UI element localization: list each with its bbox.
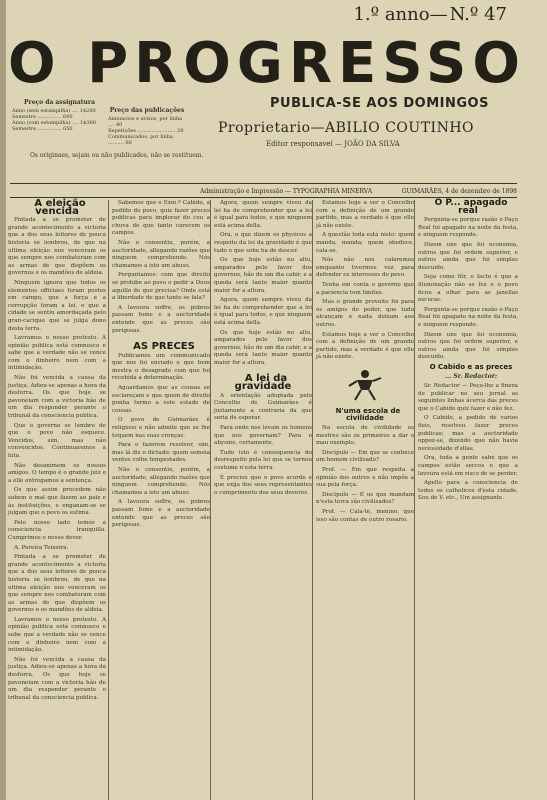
- subscription-line: Semestre ............... 600: [12, 114, 73, 120]
- paragraph: Os que hoje estão no alto, amparados pelo favor dos governos, hão de um dia cahir, e a queda será tanto maior quanto maior for a altura.: [214, 329, 312, 366]
- paragraph: Pergunta-se porque razão o Paço Real foi apagado na noite da festa, e ninguem responde.: [418, 306, 518, 328]
- subscription-line: Semestre ............... 650: [12, 126, 73, 132]
- payment-note: Os originaes, sejam ou não publicados, não se restituem.: [30, 152, 204, 159]
- paragraph: O povo de Guimarães é religioso e não admite que se lhe toquem nas suas crenças.: [112, 417, 210, 439]
- subscription-title: Preço da assignatura: [24, 99, 95, 106]
- paragraph: Para onde nos levam os homens que nos governam? Para o abysmo, certamente.: [214, 425, 312, 447]
- paragraph: Pelo nosso lado temos a consciencia tranquilla. Cumprimos o nosso dever.: [8, 519, 106, 541]
- column-2: [112, 200, 210, 532]
- paragraph: Discipulo — E os que mandam n'esta terra são civilisados?: [316, 491, 414, 506]
- price-line: Communicados, por linha .......... 60: [108, 134, 173, 146]
- number-label: N.º 47: [449, 4, 507, 25]
- figure-illustration: [345, 368, 385, 402]
- rule-top: [10, 183, 517, 184]
- paragraph: A orientação adoptada pelo Concelho de Guimarães é justamente a contraria da que seria de esperar.: [214, 392, 312, 422]
- year-label: 1.º anno: [353, 4, 430, 25]
- issue-number: 1.º anno— N.º 47: [353, 4, 507, 25]
- paragraph: Publicamos um communicado que nos foi enviado e que bem mostra o desagrado com que foi recebida a determinação.: [112, 352, 210, 382]
- publication-prices-title: Preço das publicações: [109, 107, 185, 114]
- paragraph: Não o consentiu, porém, a auctoridade, allegando razões que ninguem comprehende. Nós chamamos a isto um abuso.: [112, 467, 210, 496]
- binding-edge: [0, 0, 6, 800]
- publication-frequency: PUBLICA-SE AOS DOMINGOS: [270, 96, 489, 111]
- proprietor: Proprietario—ABILIO COUTINHO: [218, 120, 475, 136]
- paragraph: Pergunta-se porque razão o Paço Real foi apagado na noite da festa, e ninguem responde.: [418, 217, 518, 239]
- paragraph: Não desanimem os nossos amigos. O tempo é o grande juiz e a elle entregamos a sentença.: [8, 462, 106, 484]
- paragraph: Agora, quem sempre viveu da lei ha de comprehender que a lei é igual para todos, e que ninguem está acima della.: [214, 200, 312, 229]
- paragraph: Dizem uns que foi economia, outros que foi ordem superior, e outros ainda que foi simples descuido.: [418, 331, 518, 361]
- paragraph: Mas o grande proveito foi para os amigos do poder, que tudo alcançam e nada deixam aos outros.: [316, 299, 414, 328]
- paragraph: Agora, quem sempre viveu da lei ha de comprehender que a lei é igual para todos, e que ninguem está acima della.: [214, 297, 312, 326]
- paragraph: Estamos hoje a ver o Concelho com a definição de um grande partido, mas a verdade é que elle já não existe.: [316, 200, 414, 229]
- paragraph: Pintada a se prometer de grande acontecimento a victoria que a dos seus leitores de pouca historia se lembrou, de que na ultima eleição nos venceram os que sempre nos combateram com as armas de que dispõem os governos e os mandões de aldeia.: [8, 554, 106, 614]
- column-5: [418, 200, 518, 505]
- paragraph: Lavramos o nosso protesto. A opinião publica está comnosco e sabe que a verdade não se vence com o dinheiro nem com a intimidação.: [8, 335, 106, 372]
- headline-apagado: O P... apagado real: [434, 198, 508, 216]
- paragraph: Na escola de civilidade os mestres são os primeiros a dar o mau exemplo.: [316, 425, 414, 447]
- column-rule: [108, 200, 109, 800]
- paragraph: Ora, toda a gente sabe que os campos estão seccos e que a lavoura está em risco de se perder.: [418, 455, 518, 477]
- paragraph: Seja como fôr, o facto é que a illuminação não se fez e o povo ficou a olhar para as janellas escuras.: [418, 274, 518, 304]
- paragraph: Que o governo se lembre de que o povo não esquece. Vencidos, sim, mas não convencidos. Continuaremos a luta.: [8, 422, 106, 459]
- paragraph: A lavoura soffre, os pobres passam fome e a auctoridade entende que as preces são perigosas.: [112, 499, 210, 529]
- subscription-line: Anno (sem estampilha) .... 1$200: [12, 108, 96, 114]
- price-line: Repetições ........................ 20: [108, 128, 184, 134]
- paragraph: Dizem uns que foi economia, outros que foi ordem superior, e outros ainda que foi simples descuido.: [418, 241, 518, 271]
- paragraph: Os que hoje estão no alto, amparados pelo favor dos governos, hão de um dia cahir, e a queda será tanto maior quanto maior for a altura.: [214, 257, 312, 294]
- paragraph: A questão toda está nisto: quem manda, manda; quem obedece, cala-se.: [316, 232, 414, 254]
- paragraph: Lavramos o nosso protesto. A opinião publica está comnosco e sabe que a verdade não se vence com o dinheiro nem com a intimidação.: [8, 616, 106, 654]
- paragraph: Perguntamos: com que direito se prohibe ao povo o pedir a Deus aquillo de que precisa? Onde está a liberdade de que tanto se fala?: [112, 272, 210, 302]
- column-rule: [312, 200, 313, 800]
- info-line: [10, 186, 517, 196]
- paragraph: Sr. Redactor — Peço-lhe a fineza de publicar no seu jornal as seguintes linhas ácerca das preces que o Cabido quiz fazer e não fez.: [418, 383, 518, 412]
- signature: A. Pereira Teixeira.: [14, 544, 69, 551]
- column-4: [316, 200, 414, 526]
- paragraph: Os que assim procedem não sabem o mal que fazem ao paiz e ás instituições, e enganam-se se julgam que o povo os estima.: [8, 487, 106, 517]
- column-rule: [414, 200, 415, 800]
- column-1: [8, 200, 106, 704]
- headline-eleicao: A eleição vencida: [34, 198, 86, 217]
- subscription-box: [12, 100, 107, 132]
- man-figure-icon: [345, 368, 385, 402]
- column-rule: [210, 200, 211, 800]
- paragraph: Estamos hoje a ver o Concelho com a definição de um grande partido, mas a verdade é que elle já não existe.: [316, 331, 414, 361]
- editor: Editor responsavel — JOÃO DA SILVA: [266, 140, 400, 148]
- paragraph: É preciso que o povo acorde e que exija dos seus representantes o cumprimento dos seus deveres.: [214, 474, 312, 496]
- paragraph: Discipulo — Em que se conhece um homem civilisado?: [316, 449, 414, 464]
- paragraph: Prof. — Em que respeita a opinião dos outros e não impõe a sua pela força.: [316, 467, 414, 489]
- paragraph: Pintada a se prometer de grande acontecimento a victoria que a dos seus leitores de pouca historia se lembrou, de que na ultima eleição nos venceram os que sempre nos combateram com as armas de que dispõem os governos e os mandões de aldeia.: [8, 217, 106, 277]
- paragraph: Apello para a consciencia de todos os catholicos d'esta cidade. Sou de V. etc., Um assignante.: [418, 480, 518, 502]
- paragraph: Aguardamos que as cousas se esclareçam e que quem de direito ponha termo a este estado de cousas.: [112, 385, 210, 414]
- paragraph: Sabemos que o Exm.º Cabido, a pedido do povo, quiz fazer preces publicas para implorar do ceu a chuva de que tanto carecem os campos.: [112, 200, 210, 237]
- headline-preces: AS PRECES: [133, 341, 195, 353]
- paragraph: A lavoura soffre, os pobres passam fome e a auctoridade entende que as preces são perigosas.: [112, 304, 210, 334]
- paragraph: Ninguem ignora que todos os elementos officiaes foram postos em campo, que a força e a corrupção foram a lei, e que a cidade se sentiu amordaçada pelo gran-cacique que se julga dono desta terra.: [8, 279, 106, 332]
- paragraph: Prof. — Cala-te, menino, que isso são contas de outro rosario.: [316, 509, 414, 523]
- headline-cabido: O Cabido e as preces: [429, 362, 513, 371]
- paragraph: Tenha em conta o governo que a paciencia tem limites.: [316, 281, 414, 296]
- price-line: Annuncios e avisos, por linha .... 40: [108, 116, 183, 128]
- paragraph: Não o consentiu, porém, a auctoridade, allegando razões que ninguem comprehende. Nós chamamos a isto um abuso.: [112, 239, 210, 269]
- paragraph: Ora, o que dizem os physicos a respeito da lei da gravidade é que tudo o que sobe ha de descer.: [214, 232, 312, 254]
- paragraph: Nós não nos calaremos emquanto tivermos voz para defender os interesses do povo.: [316, 257, 414, 279]
- paragraph: O Cabido, a pedido de varios fieis, resolveu fazer preces publicas; mas a auctoridade oppoz-se, dizendo que não havia necessidade d'ellas.: [418, 415, 518, 452]
- newspaper-title: O PROGRESSO: [8, 31, 526, 96]
- paragraph: Não foi vencida a causa da justiça. Adiou-se apenas a hora da desforra. Os que hoje se pavoneiam com a victoria hão de um dia responder perante o tribunal da consciencia publica.: [8, 656, 106, 701]
- paragraph: Para o fazerem resolver, sim, mas lá diz o dictado: quem semeia ventos colhe tempestades.: [112, 442, 210, 464]
- publication-prices-box: [108, 108, 186, 146]
- subscription-line: Anno (com estampilha) .... 1$300: [12, 120, 96, 126]
- column-3: [214, 200, 312, 499]
- salutation: ... Sr. Redactor:: [444, 373, 498, 381]
- paragraph: Não foi vencida a causa da justiça. Adiou-se apenas a hora da desforra. Os que hoje se pavoneiam com a victoria hão de um dia responder perante o tribunal da consciencia publica.: [8, 375, 106, 420]
- headline-gravidade: A lei da gravidade: [234, 373, 292, 393]
- printer-info: Administração e Impressão — TYPOGRAPHIA MINERVA: [200, 187, 373, 195]
- paragraph: Tudo isto é consequencia do desrespeito pela lei que se tornou costume n'esta terra.: [214, 449, 312, 471]
- headline-civilidade: N'uma escola de civilidade: [335, 406, 401, 423]
- date-line: GUIMARÃES, 4 de dezembro de 1898: [401, 187, 517, 195]
